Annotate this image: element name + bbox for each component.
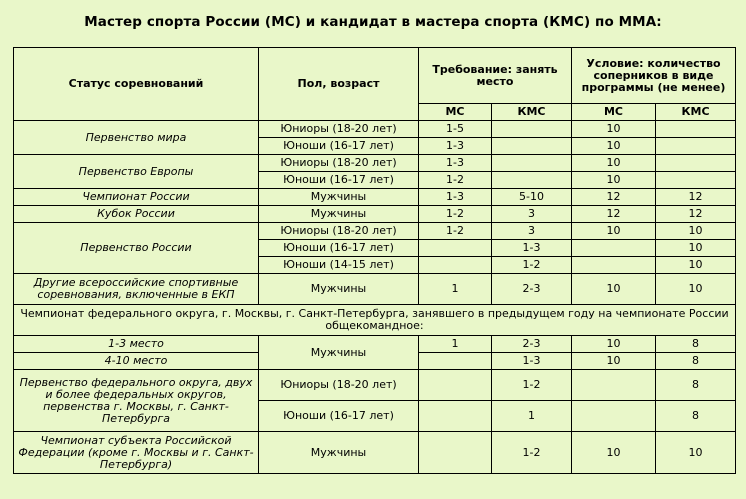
cell-req-kms: 2-3	[492, 274, 572, 305]
header-gender-age: Пол, возраст	[259, 48, 419, 121]
cell-status: Первенство федерального округа, двух и более федеральных округов, первенства г. Москвы, г. Санкт-Петербурга	[14, 370, 259, 432]
cell-gender-age: Мужчины	[259, 189, 419, 206]
cell-gender-age: Мужчины	[259, 206, 419, 223]
cell-cond-ms: 10	[572, 336, 656, 353]
cell-cond-ms	[572, 257, 656, 274]
cell-cond-ms: 10	[572, 223, 656, 240]
cell-req-kms	[492, 172, 572, 189]
cell-status: Кубок России	[14, 206, 259, 223]
table-row	[14, 336, 736, 353]
cell-gender-age: Юниоры (18-20 лет)	[259, 223, 419, 240]
cell-cond-ms: 10	[572, 121, 656, 138]
cell-cond-kms: 8	[656, 336, 736, 353]
cell-cond-kms: 10	[656, 274, 736, 305]
cell-gender-age: Мужчины	[259, 274, 419, 305]
cell-req-ms	[419, 370, 492, 401]
cell-req-kms: 1-3	[492, 240, 572, 257]
cell-gender-age: Юноши (16-17 лет)	[259, 401, 419, 432]
table-row	[14, 432, 736, 474]
header-cond-kms: КМС	[656, 104, 736, 121]
cell-req-ms: 1-2	[419, 223, 492, 240]
cell-gender-age: Юниоры (18-20 лет)	[259, 370, 419, 401]
table-row	[14, 370, 736, 401]
cell-cond-ms: 12	[572, 189, 656, 206]
cell-cond-ms	[572, 240, 656, 257]
cell-req-kms: 2-3	[492, 336, 572, 353]
sport-ranks-table	[13, 47, 736, 474]
cell-req-kms: 1	[492, 401, 572, 432]
header-status: Статус соревнований	[14, 48, 259, 121]
cell-cond-ms: 10	[572, 432, 656, 474]
cell-status: Другие всероссийские спортивные соревнования, включенные в ЕКП	[14, 274, 259, 305]
cell-cond-kms	[656, 138, 736, 155]
cell-cond-kms: 10	[656, 240, 736, 257]
cell-gender-age: Мужчины	[259, 336, 419, 370]
cell-cond-kms: 10	[656, 257, 736, 274]
cell-req-kms: 1-2	[492, 370, 572, 401]
cell-cond-kms	[656, 155, 736, 172]
cell-req-kms: 3	[492, 206, 572, 223]
cell-cond-kms: 8	[656, 353, 736, 370]
table-row-section	[14, 305, 736, 336]
cell-cond-ms: 10	[572, 274, 656, 305]
table-row	[14, 223, 736, 240]
table-row	[14, 206, 736, 223]
cell-cond-ms: 10	[572, 138, 656, 155]
table-row	[14, 189, 736, 206]
cell-cond-kms: 12	[656, 206, 736, 223]
cell-cond-ms: 10	[572, 172, 656, 189]
cell-req-kms	[492, 155, 572, 172]
cell-req-kms: 3	[492, 223, 572, 240]
cell-gender-age: Юноши (16-17 лет)	[259, 172, 419, 189]
cell-cond-kms: 12	[656, 189, 736, 206]
cell-gender-age: Юноши (16-17 лет)	[259, 138, 419, 155]
cell-req-ms	[419, 257, 492, 274]
cell-req-ms	[419, 401, 492, 432]
cell-gender-age: Юноши (14-15 лет)	[259, 257, 419, 274]
cell-req-ms	[419, 240, 492, 257]
cell-status: Первенство России	[14, 223, 259, 274]
header-cond-ms: МС	[572, 104, 656, 121]
table-header-row	[14, 48, 736, 104]
cell-req-ms	[419, 432, 492, 474]
header-condition: Условие: количество соперников в виде программы (не менее)	[572, 48, 736, 104]
cell-status: Чемпионат России	[14, 189, 259, 206]
cell-status: 1-3 место	[14, 336, 259, 353]
cell-cond-ms: 10	[572, 155, 656, 172]
cell-req-kms: 1-3	[492, 353, 572, 370]
cell-cond-kms: 8	[656, 401, 736, 432]
header-req-kms: КМС	[492, 104, 572, 121]
page-title: Мастер спорта России (МС) и кандидат в мастера спорта (КМС) по ММА:	[84, 14, 662, 30]
header-requirement: Требование: занять место	[419, 48, 572, 104]
cell-cond-ms: 10	[572, 353, 656, 370]
cell-req-ms: 1-3	[419, 155, 492, 172]
section-heading: Чемпионат федерального округа, г. Москвы, г. Санкт-Петербурга, занявшего в предыдущем году на чемпионате России общекомандное:	[14, 305, 736, 336]
cell-req-kms	[492, 138, 572, 155]
cell-cond-ms	[572, 401, 656, 432]
header-req-ms: МС	[419, 104, 492, 121]
cell-cond-ms: 12	[572, 206, 656, 223]
cell-req-ms: 1	[419, 336, 492, 353]
cell-req-kms: 1-2	[492, 257, 572, 274]
cell-cond-kms: 10	[656, 432, 736, 474]
cell-gender-age: Юниоры (18-20 лет)	[259, 121, 419, 138]
cell-req-ms: 1-2	[419, 206, 492, 223]
table-row	[14, 155, 736, 172]
cell-req-ms: 1-5	[419, 121, 492, 138]
cell-req-ms: 1	[419, 274, 492, 305]
cell-req-ms	[419, 353, 492, 370]
cell-req-ms: 1-3	[419, 138, 492, 155]
cell-gender-age: Юниоры (18-20 лет)	[259, 155, 419, 172]
cell-status: Первенство Европы	[14, 155, 259, 189]
cell-gender-age: Мужчины	[259, 432, 419, 474]
table-row	[14, 121, 736, 138]
cell-status: Чемпионат субъекта Российской Федерации (кроме г. Москвы и г. Санкт-Петербурга)	[14, 432, 259, 474]
cell-gender-age: Юноши (16-17 лет)	[259, 240, 419, 257]
cell-cond-ms	[572, 370, 656, 401]
cell-req-kms: 5-10	[492, 189, 572, 206]
cell-req-ms: 1-2	[419, 172, 492, 189]
cell-cond-kms: 8	[656, 370, 736, 401]
cell-status: 4-10 место	[14, 353, 259, 370]
table-row	[14, 274, 736, 305]
cell-status: Первенство мира	[14, 121, 259, 155]
cell-cond-kms	[656, 121, 736, 138]
cell-req-ms: 1-3	[419, 189, 492, 206]
cell-cond-kms: 10	[656, 223, 736, 240]
cell-req-kms: 1-2	[492, 432, 572, 474]
cell-cond-kms	[656, 172, 736, 189]
cell-req-kms	[492, 121, 572, 138]
